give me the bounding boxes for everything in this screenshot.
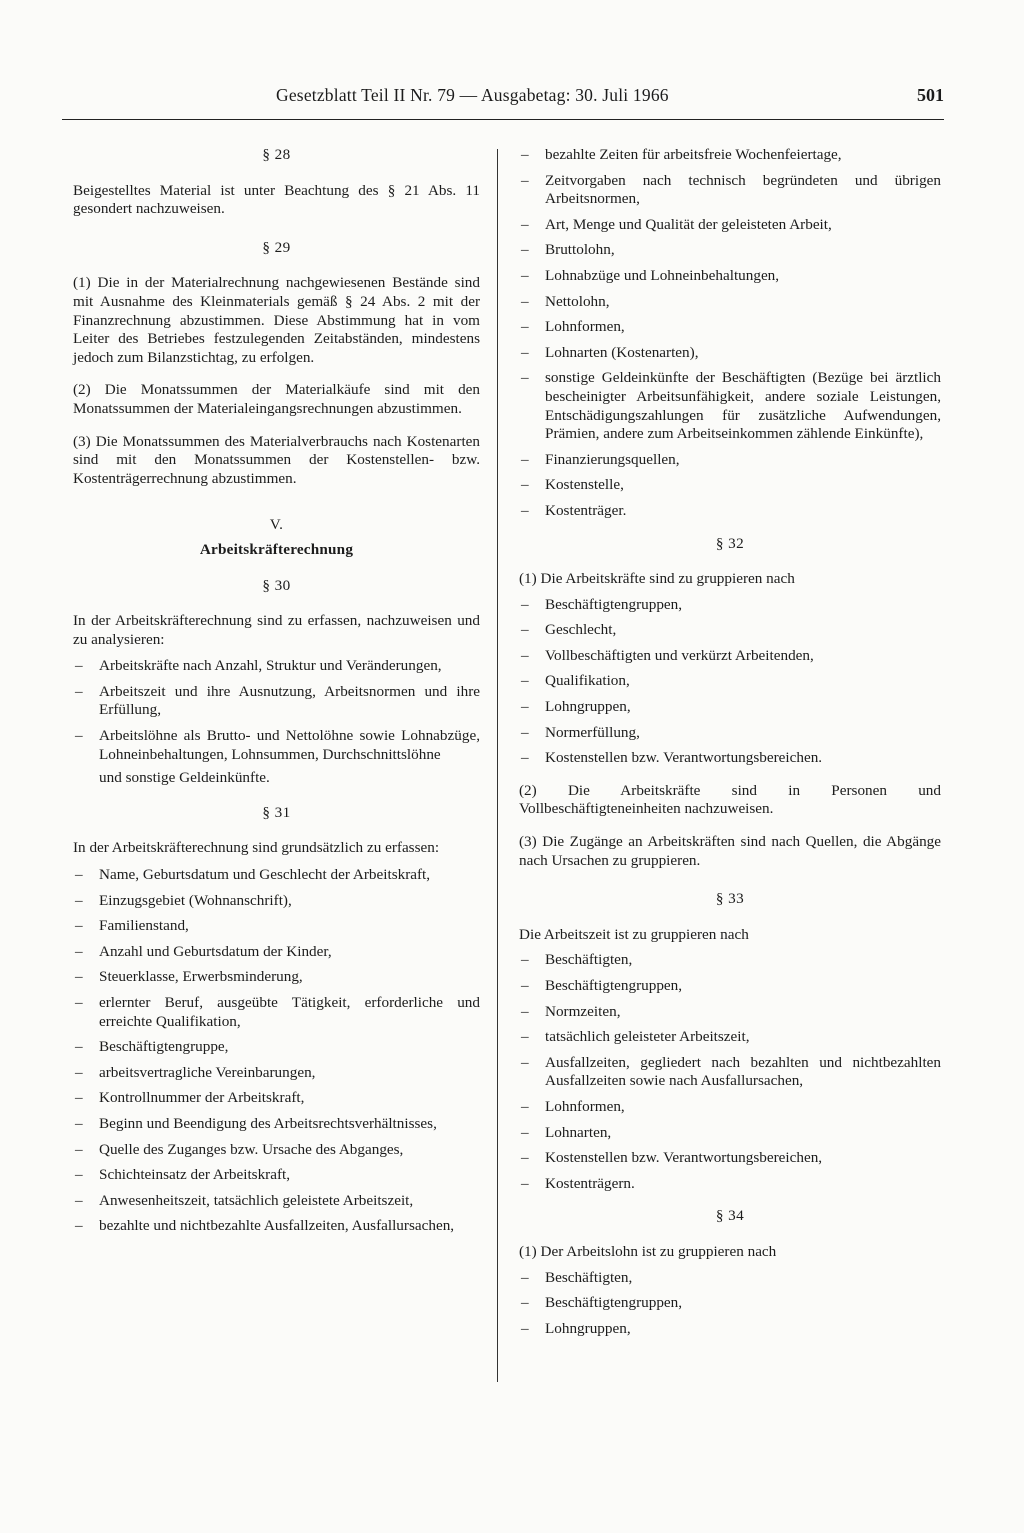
list-item: – Anzahl und Geburtsdatum der Kinder, <box>73 943 480 962</box>
list-item: – Vollbeschäftigten und verkürzt Arbeitenden, <box>519 647 941 666</box>
column-divider <box>497 149 498 1382</box>
list-item: – Kontrollnummer der Arbeitskraft, <box>73 1089 480 1108</box>
list-item: – Arbeitskräfte nach Anzahl, Struktur und Veränderungen, <box>73 657 480 676</box>
page-number: 501 <box>917 85 944 105</box>
list-item: – Geschlecht, <box>519 621 941 640</box>
list-item: – Kostenstellen bzw. Verantwortungsbereichen. <box>519 749 941 768</box>
left-column <box>73 146 480 1250</box>
section-heading-30: § 30 <box>262 576 291 594</box>
section-heading-28: § 28 <box>262 146 291 163</box>
list-item: – Einzugsgebiet (Wohnanschrift), <box>73 892 480 911</box>
list-item: – Beginn und Beendigung des Arbeitsrechtsverhältnisses, <box>73 1115 480 1134</box>
list-item: – Normzeiten, <box>519 1003 941 1022</box>
paragraph-30-intro: In der Arbeitskräfterechnung sind zu erfassen, nachzuweisen und zu analysieren: <box>73 612 480 648</box>
section-heading-29: § 29 <box>262 238 291 256</box>
paragraph-32-intro: (1) Die Arbeitskräfte sind zu gruppieren nach <box>519 570 795 588</box>
list-item: – Lohnformen, <box>519 318 941 337</box>
list-item: – Kostenstelle, <box>519 476 941 495</box>
list-item: – erlernter Beruf, ausgeübte Tätigkeit, erforderliche und erreichte Qualifikation, <box>73 994 480 1031</box>
section-heading-33: § 33 <box>715 890 745 908</box>
list-item: – Lohnarten (Kostenarten), <box>519 344 941 363</box>
list-item: – Normerfüllung, <box>519 724 941 743</box>
paragraph-29-3: (3) Die Monatssummen des Materialverbrauchs nach Kostenarten sind mit den Monatssummen der Kostenstellen- bzw. Kostenträgerrechnung abzustimmen. <box>73 432 480 487</box>
list-item: – Quelle des Zuganges bzw. Ursache des Abganges, <box>73 1141 480 1160</box>
list-item: – bezahlte und nichtbezahlte Ausfallzeiten, Ausfallursachen, <box>73 1217 480 1236</box>
list-item: – Beschäftigtengruppe, <box>73 1038 480 1057</box>
list-33 <box>519 951 941 1193</box>
list-item: – Ausfallzeiten, gegliedert nach bezahlten und nichtbezahlten Ausfallzeiten sowie nach Ausfallursachen, <box>519 1054 941 1091</box>
list-item: – Zeitvorgaben nach technisch begründeten und übrigen Arbeitsnormen, <box>519 172 941 209</box>
list-item: – Arbeitszeit und ihre Ausnutzung, Arbeitsnormen und ihre Erfüllung, <box>73 683 480 720</box>
list-31-continued <box>519 146 941 521</box>
list-item: – Beschäftigtengruppen, <box>519 596 941 615</box>
list-item: – Lohnarten, <box>519 1124 941 1143</box>
header-title: Gesetzblatt Teil II Nr. 79 — Ausgabetag: 30. Juli 1966 <box>276 85 669 105</box>
list-item: – Kostenstellen bzw. Verantwortungsbereichen, <box>519 1149 941 1168</box>
section-heading-31: § 31 <box>262 803 291 821</box>
paragraph-34-intro: (1) Der Arbeitslohn ist zu gruppieren nach <box>519 1242 777 1260</box>
list-31 <box>73 866 480 1236</box>
list-item: – Anwesenheitszeit, tatsächlich geleistete Arbeitszeit, <box>73 1192 480 1211</box>
part-numeral: V. <box>269 516 284 534</box>
list-item: – Art, Menge und Qualität der geleisteten Arbeit, <box>519 216 941 235</box>
list-item: – tatsächlich geleisteter Arbeitszeit, <box>519 1028 941 1047</box>
list-item: – Finanzierungsquellen, <box>519 451 941 470</box>
section-heading-32: § 32 <box>715 534 745 552</box>
list-item: – Qualifikation, <box>519 672 941 691</box>
section-heading-34: § 34 <box>715 1207 745 1225</box>
paragraph-32-3: (3) Die Zugänge an Arbeitskräften sind nach Quellen, die Abgänge nach Ursachen zu gruppieren. <box>519 833 941 869</box>
list-34 <box>519 1269 941 1339</box>
list-item: – Lohngruppen, <box>519 1320 941 1339</box>
list-30 <box>73 657 480 764</box>
list-item: – Beschäftigten, <box>519 1269 941 1288</box>
list-item: – Beschäftigtengruppen, <box>519 977 941 996</box>
list-item: – Name, Geburtsdatum und Geschlecht der Arbeitskraft, <box>73 866 480 885</box>
list-item: – Lohnabzüge und Lohneinbehaltungen, <box>519 267 941 286</box>
list-32 <box>519 596 941 768</box>
list-item: – Kostenträgern. <box>519 1175 941 1194</box>
paragraph-29-2: (2) Die Monatssummen der Materialkäufe sind mit den Monatssummen der Materialeingangsrechnungen abzustimmen. <box>73 381 480 417</box>
list-item: – arbeitsvertragliche Vereinbarungen, <box>73 1064 480 1083</box>
paragraph-33-intro: Die Arbeitszeit ist zu gruppieren nach <box>519 925 749 943</box>
list-item: – bezahlte Zeiten für arbeitsfreie Wochenfeiertage, <box>519 146 941 165</box>
paragraph-29-1: (1) Die in der Materialrechnung nachgewiesenen Bestände sind mit Ausnahme des Kleinmaterials gemäß § 24 Abs. 2 mit der Finanzrechnung abzustimmen. Diese Abstimmung hat in vom Leiter des Betriebes festzulegenden Zeitabständen, mindestens jedoch zum Bilanzstichtag, zu erfolgen. <box>73 274 480 366</box>
list-item: – Kostenträger. <box>519 502 941 521</box>
right-column <box>519 146 941 1352</box>
list-item: – Familienstand, <box>73 917 480 936</box>
part-title: Arbeitskräfterechnung <box>199 540 354 558</box>
list-item: – Steuerklasse, Erwerbsminderung, <box>73 968 480 987</box>
list-continuation-30: und sonstige Geldeinkünfte. <box>99 769 270 787</box>
list-item: – Schichteinsatz der Arbeitskraft, <box>73 1166 480 1185</box>
list-item: – Bruttolohn, <box>519 241 941 260</box>
paragraph-32-2: (2) Die Arbeitskräfte sind in Personen und Vollbeschäftigteneinheiten nachzuweisen. <box>519 781 941 818</box>
list-item: – Nettolohn, <box>519 293 941 312</box>
list-item: – Lohngruppen, <box>519 698 941 717</box>
paragraph-31-intro: In der Arbeitskräfterechnung sind grundsätzlich zu erfassen: <box>73 839 440 857</box>
list-item: – sonstige Geldeinkünfte der Beschäftigten (Bezüge bei ärztlich bescheinigter Arbeitsunfähigkeit, andere soziale Leistungen, Entschädigungszahlungen für zusätzliche Aufwendungen, Prämien, andere zum Arbeitseinkommen zählende Einkünfte), <box>519 369 941 443</box>
paragraph-28: Beigestelltes Material ist unter Beachtung des § 21 Abs. 11 gesondert nachzuweisen. <box>73 181 480 218</box>
list-item: – Beschäftigten, <box>519 951 941 970</box>
list-item: – Lohnformen, <box>519 1098 941 1117</box>
header-rule <box>62 119 944 120</box>
list-item: – Arbeitslöhne als Brutto- und Nettolöhne sowie Lohnabzüge, Lohneinbehaltungen, Lohnsummen, Durchschnittslöhne <box>73 727 480 764</box>
list-item: – Beschäftigtengruppen, <box>519 1294 941 1313</box>
